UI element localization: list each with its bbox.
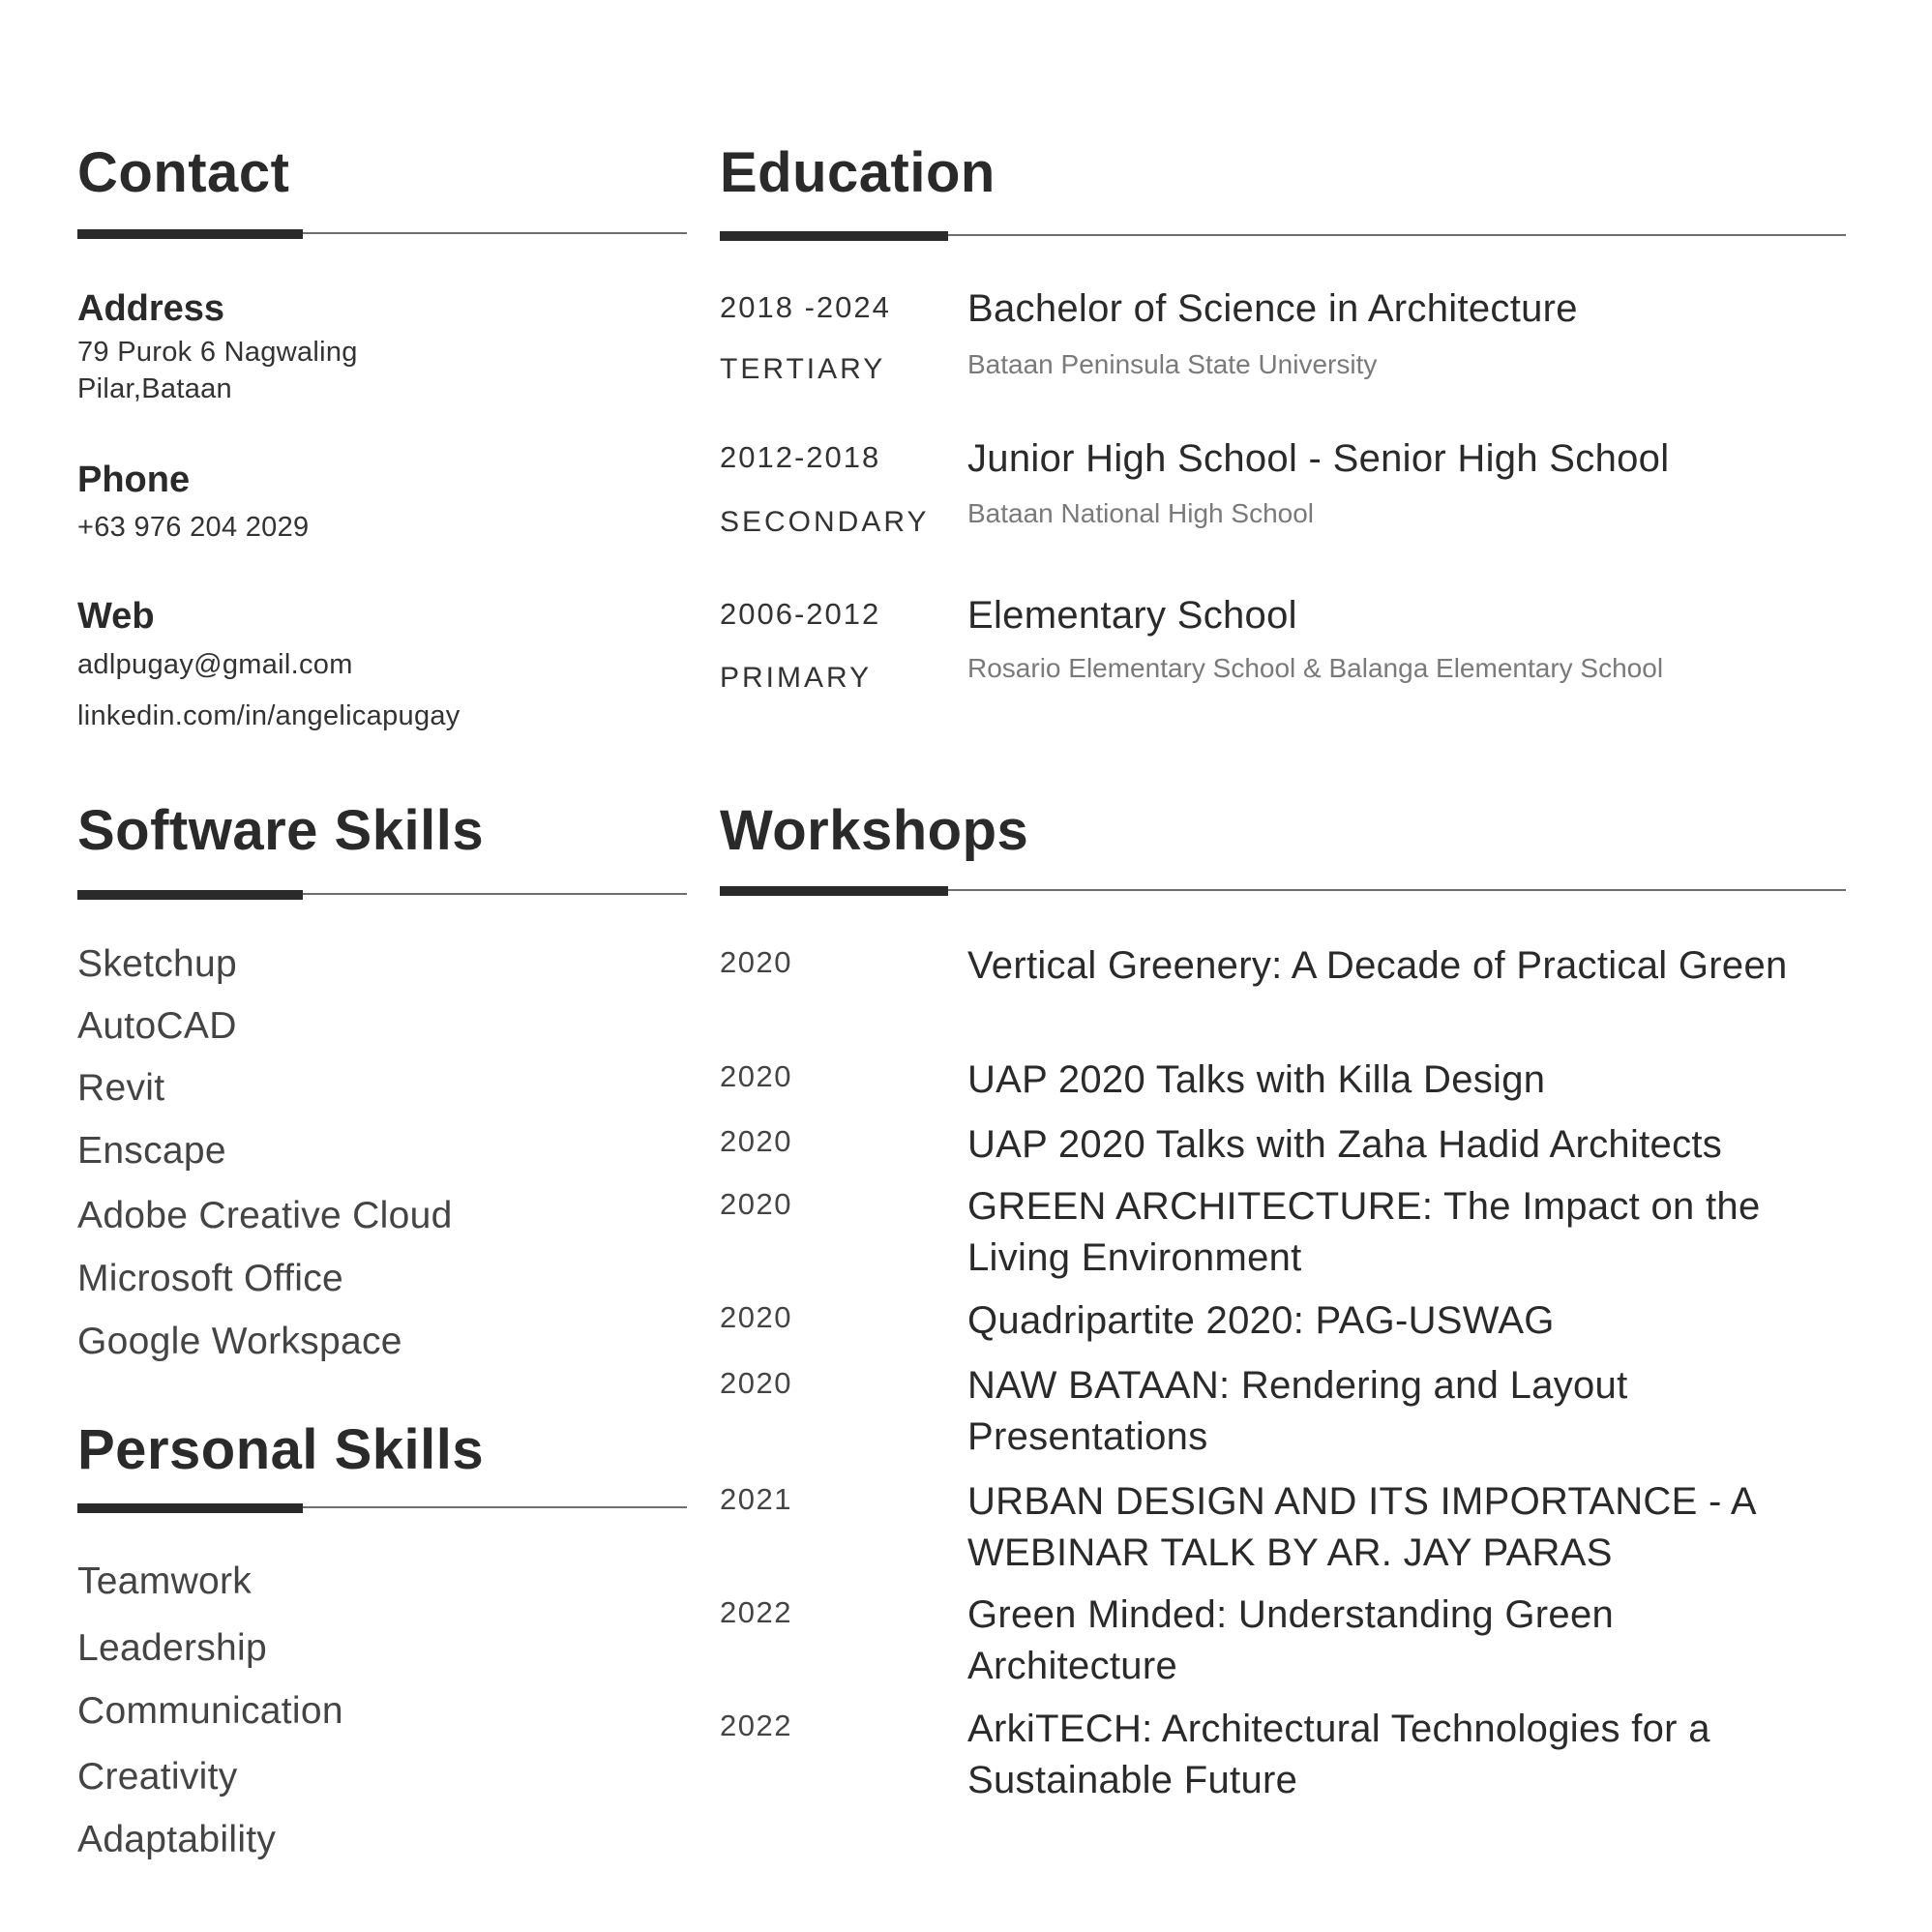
workshop-title: Vertical Greenery: A Decade of Practical Green <box>967 944 1788 987</box>
contact-title: Contact <box>77 141 290 204</box>
address-label: Address <box>77 288 225 329</box>
workshop-year: 2020 <box>720 1059 792 1093</box>
address-line-1: 79 Purok 6 Nagwaling <box>77 337 358 368</box>
education-divider-accent <box>720 231 948 241</box>
linkedin-link[interactable]: linkedin.com/in/angelicapugay <box>77 700 461 731</box>
workshop-year: 2020 <box>720 1187 792 1221</box>
workshop-year: 2020 <box>720 1124 792 1158</box>
workshop-year: 2020 <box>720 1366 792 1400</box>
personal-skill-item: Teamwork <box>77 1560 253 1602</box>
contact-divider-accent <box>77 229 303 239</box>
email-link[interactable]: adlpugay@gmail.com <box>77 649 353 680</box>
workshop-title: NAW BATAAN: Rendering and Layout Presentations <box>967 1364 1628 1458</box>
workshop-year: 2020 <box>720 1300 792 1334</box>
workshop-year: 2022 <box>720 1595 792 1629</box>
workshop-title: UAP 2020 Talks with Killa Design <box>967 1058 1546 1101</box>
workshop-year: 2020 <box>720 945 792 979</box>
education-level: PRIMARY <box>720 662 873 694</box>
personal-skills-divider-accent <box>77 1503 303 1513</box>
address-line-2: Pilar,Bataan <box>77 373 232 404</box>
workshop-title: GREEN ARCHITECTURE: The Impact on the Living Environment <box>967 1185 1761 1279</box>
workshop-title: URBAN DESIGN AND ITS IMPORTANCE - A WEBINAR TALK BY AR. JAY PARAS <box>967 1480 1755 1574</box>
software-skill-item: AutoCAD <box>77 1005 237 1047</box>
education-years: 2006-2012 <box>720 597 881 631</box>
software-skills-divider-accent <box>77 890 303 900</box>
education-level: TERTIARY <box>720 353 886 385</box>
personal-skills-title: Personal Skills <box>77 1418 485 1481</box>
phone-label: Phone <box>77 460 191 500</box>
personal-skill-item: Creativity <box>77 1756 238 1798</box>
education-years: 2012-2018 <box>720 440 881 474</box>
education-degree: Elementary School <box>967 594 1297 637</box>
personal-skill-item: Adaptability <box>77 1819 277 1860</box>
workshop-title: ArkiTECH: Architectural Technologies for a Sustainable Future <box>967 1708 1710 1801</box>
education-school: Bataan Peninsula State University <box>967 349 1378 379</box>
software-skills-title: Software Skills <box>77 799 485 862</box>
software-skill-item: Enscape <box>77 1130 226 1172</box>
software-skill-item: Sketchup <box>77 943 238 985</box>
workshop-year: 2021 <box>720 1482 792 1516</box>
software-skill-item: Google Workspace <box>77 1321 402 1362</box>
workshop-title: Green Minded: Understanding Green Architecture <box>967 1593 1615 1687</box>
personal-skill-item: Leadership <box>77 1627 267 1669</box>
education-level: SECONDARY <box>720 506 930 538</box>
workshops-divider-accent <box>720 886 948 896</box>
workshop-year: 2022 <box>720 1709 792 1742</box>
education-title: Education <box>720 141 996 204</box>
education-degree: Junior High School - Senior High School <box>967 437 1670 480</box>
education-school: Bataan National High School <box>967 498 1315 528</box>
workshop-title: Quadripartite 2020: PAG-USWAG <box>967 1299 1555 1342</box>
workshops-title: Workshops <box>720 799 1029 862</box>
phone-number: +63 976 204 2029 <box>77 512 310 543</box>
workshop-title: UAP 2020 Talks with Zaha Hadid Architects <box>967 1123 1723 1166</box>
education-degree: Bachelor of Science in Architecture <box>967 287 1578 330</box>
web-label: Web <box>77 596 155 637</box>
software-skill-item: Revit <box>77 1067 165 1109</box>
education-school: Rosario Elementary School & Balanga Elementary School <box>967 653 1664 683</box>
software-skill-item: Adobe Creative Cloud <box>77 1195 453 1236</box>
software-skill-item: Microsoft Office <box>77 1258 343 1299</box>
education-years: 2018 -2024 <box>720 290 891 324</box>
personal-skill-item: Communication <box>77 1690 343 1732</box>
